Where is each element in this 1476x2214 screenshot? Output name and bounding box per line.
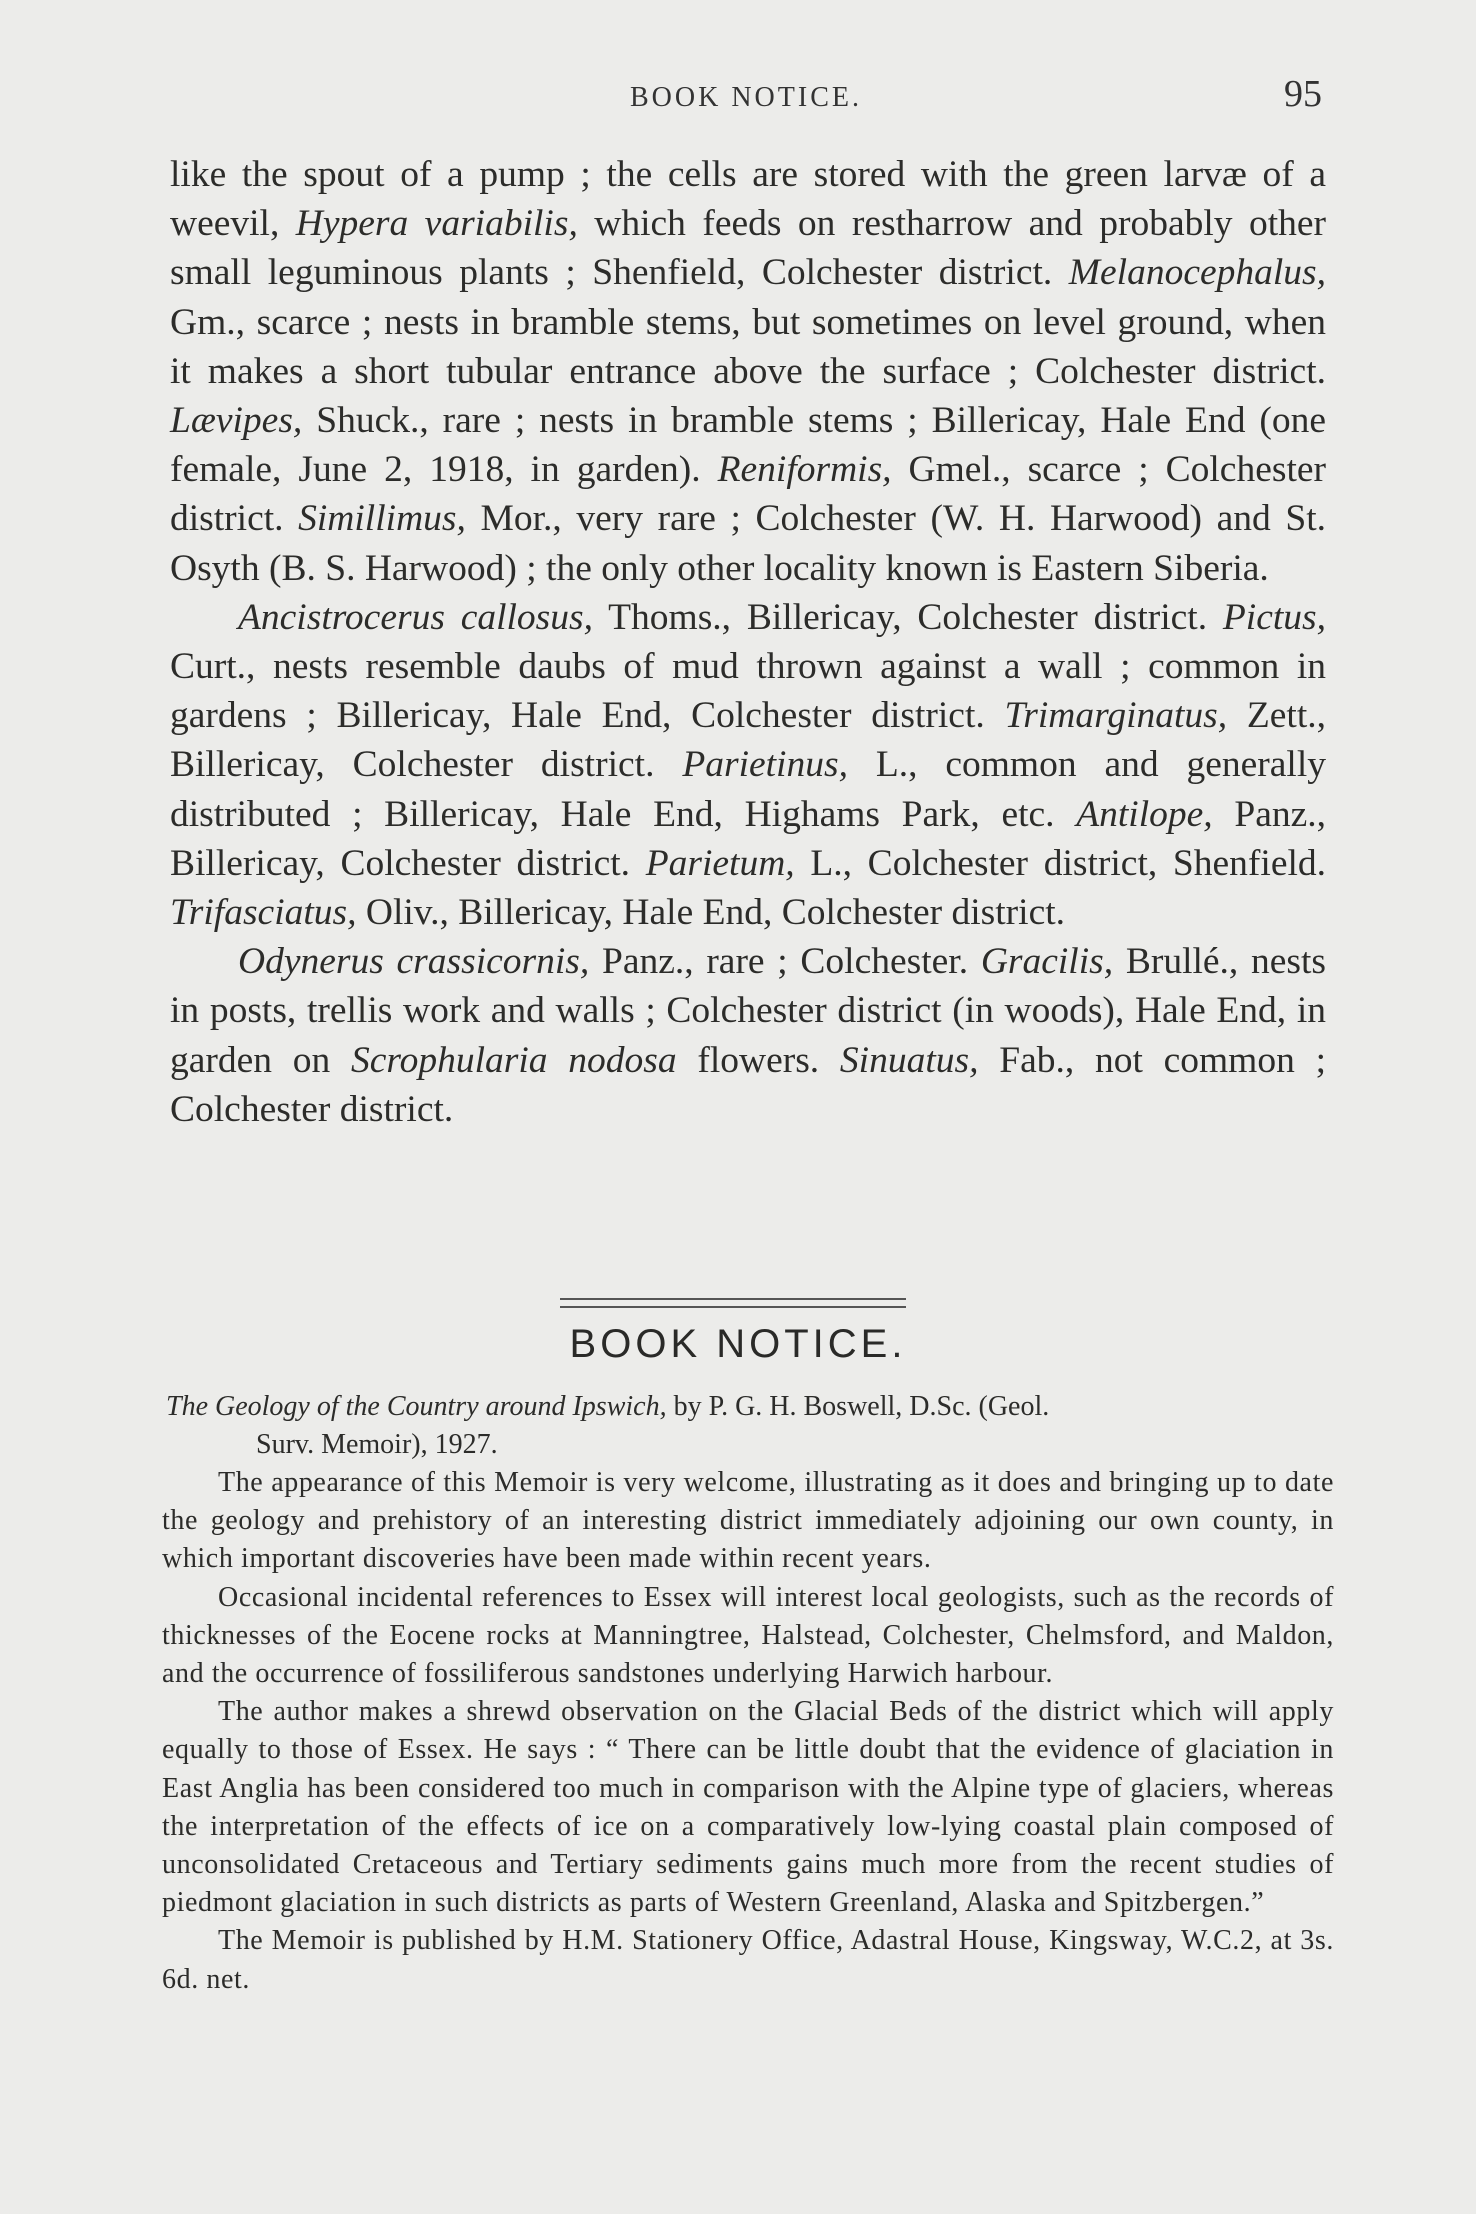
book-notice-body [162, 1464, 1334, 1999]
text-run: Gm., scarce ; nests in bramble stems, but sometimes on level ground, when it makes a short tubular entrance above the surface ; Colchester district. [170, 301, 1326, 392]
page-number: 95 [1284, 73, 1322, 115]
species-name: Simillimus, [298, 498, 466, 540]
book-citation [166, 1388, 1332, 1464]
species-name: Antilope, [1076, 793, 1213, 835]
text-run: Fab., not common ; Colchester district. [170, 1039, 1326, 1130]
species-name: Hypera variabilis, [295, 203, 578, 245]
text-run: L., common and generally distributed ; Billericay, Hale End, Highams Park, etc. [170, 744, 1327, 835]
notice-paragraph: The appearance of this Memoir is very welcome, illustrating as it does and bringing up to date the geology and prehistory of an interesting district immediately adjoining our own county, in which important discoveries have been made within recent years. [162, 1467, 1334, 1575]
notice-paragraph: The Memoir is published by H.M. Stationery Office, Adastral House, Kingsway, W.C.2, at 3s. 6d. net. [162, 1925, 1334, 1995]
species-name: Trimarginatus, [1004, 695, 1228, 737]
text-run: flowers. [676, 1039, 840, 1081]
text-run: L., Colchester district, Shenfield. [794, 842, 1327, 884]
section-divider [560, 1298, 906, 1314]
species-name: Odynerus crassicornis, [238, 941, 590, 983]
running-head [0, 72, 1476, 132]
body-paragraph [170, 593, 1326, 937]
species-name: Trifasciatus, [170, 892, 357, 934]
text-run: Brullé., nests in posts, trellis work and walls ; Colchester district (in woods), Hale End, in garden on [170, 941, 1327, 1081]
citation-title: The Geology of the Country around Ipswich, [166, 1391, 667, 1422]
text-run: Curt., nests resemble daubs of mud thrown against a wall ; common in gardens ; Billericay, Hale End, Colchester district. [170, 646, 1326, 737]
species-name: Melanocephalus, [1068, 252, 1326, 294]
text-run: Oliv., Billericay, Hale End, Colchester district. [356, 892, 1066, 934]
notice-paragraph: The author makes a shrewd observation on the Glacial Beds of the district which will apply equally to those of Essex. He says : “ There can be little doubt that the evidence of glaciation in East Anglia has been considered too much in comparison with the Alpine type of glaciers, whereas the interpretation of the effects of ice on a comparatively low-lying coastal plain composed of unconsolidated Cretaceous and Tertiary sediments gains much more from the recent studies of piedmont glaciation in such districts as parts of Western Greenland, Alaska and Spitzbergen.” [162, 1696, 1334, 1919]
species-name: Scrophularia nodosa [351, 1039, 677, 1081]
species-name: Ancistrocerus callosus, [238, 596, 593, 638]
text-run: Panz., rare ; Colchester. [589, 941, 981, 983]
species-name: Reniformis, [717, 449, 892, 491]
species-name: Pictus, [1222, 596, 1326, 638]
divider-line [560, 1306, 906, 1308]
divider-line [560, 1298, 906, 1300]
body-paragraph [170, 150, 1326, 593]
text-run: Thoms., Billericay, Colchester district. [593, 596, 1223, 638]
citation-continuation: Surv. Memoir), 1927. [256, 1429, 498, 1460]
text-run: Shuck., rare ; nests in bramble stems ; Billericay, Hale End (one female, June 2, 1918, in garden). [170, 400, 1326, 491]
text-run: Zett., Billericay, Colchester district. [170, 695, 1327, 786]
text-run: Panz., Billericay, Colchester district. [170, 793, 1326, 884]
notice-paragraph: Occasional incidental references to Essex will interest local geologists, such as the records of thicknesses of the Eocene rocks at Manningtree, Halstead, Colchester, Chelmsford, and Maldon, and the occurrence of fossiliferous sandstones underlying Harwich harbour. [162, 1581, 1334, 1690]
book-notice-heading: BOOK NOTICE. [569, 1322, 907, 1366]
species-name: Gracilis, [980, 941, 1114, 983]
text-run: which feeds on restharrow and probably other small leguminous plants ; Shenfield, Colchester district. [170, 203, 1326, 294]
body-paragraph [170, 937, 1326, 1134]
species-name: Lævipes, [170, 400, 303, 442]
species-name: Parietinus, [682, 744, 848, 786]
text-run: like the spout of a pump ; the cells are stored with the green larvæ of a weevil, [170, 154, 1326, 245]
citation-author: by P. G. H. Boswell, D.Sc. (Geol. [666, 1391, 1050, 1422]
species-name: Parietum, [645, 842, 795, 884]
text-run: Mor., very rare ; Colchester (W. H. Harwood) and St. Osyth (B. S. Harwood) ; the only other locality known is Eastern Siberia. [170, 498, 1326, 589]
article-body [170, 150, 1326, 1134]
text-run: Gmel., scarce ; Colchester district. [170, 449, 1326, 540]
running-title: BOOK NOTICE. [630, 82, 862, 113]
species-name: Sinuatus, [839, 1039, 979, 1081]
